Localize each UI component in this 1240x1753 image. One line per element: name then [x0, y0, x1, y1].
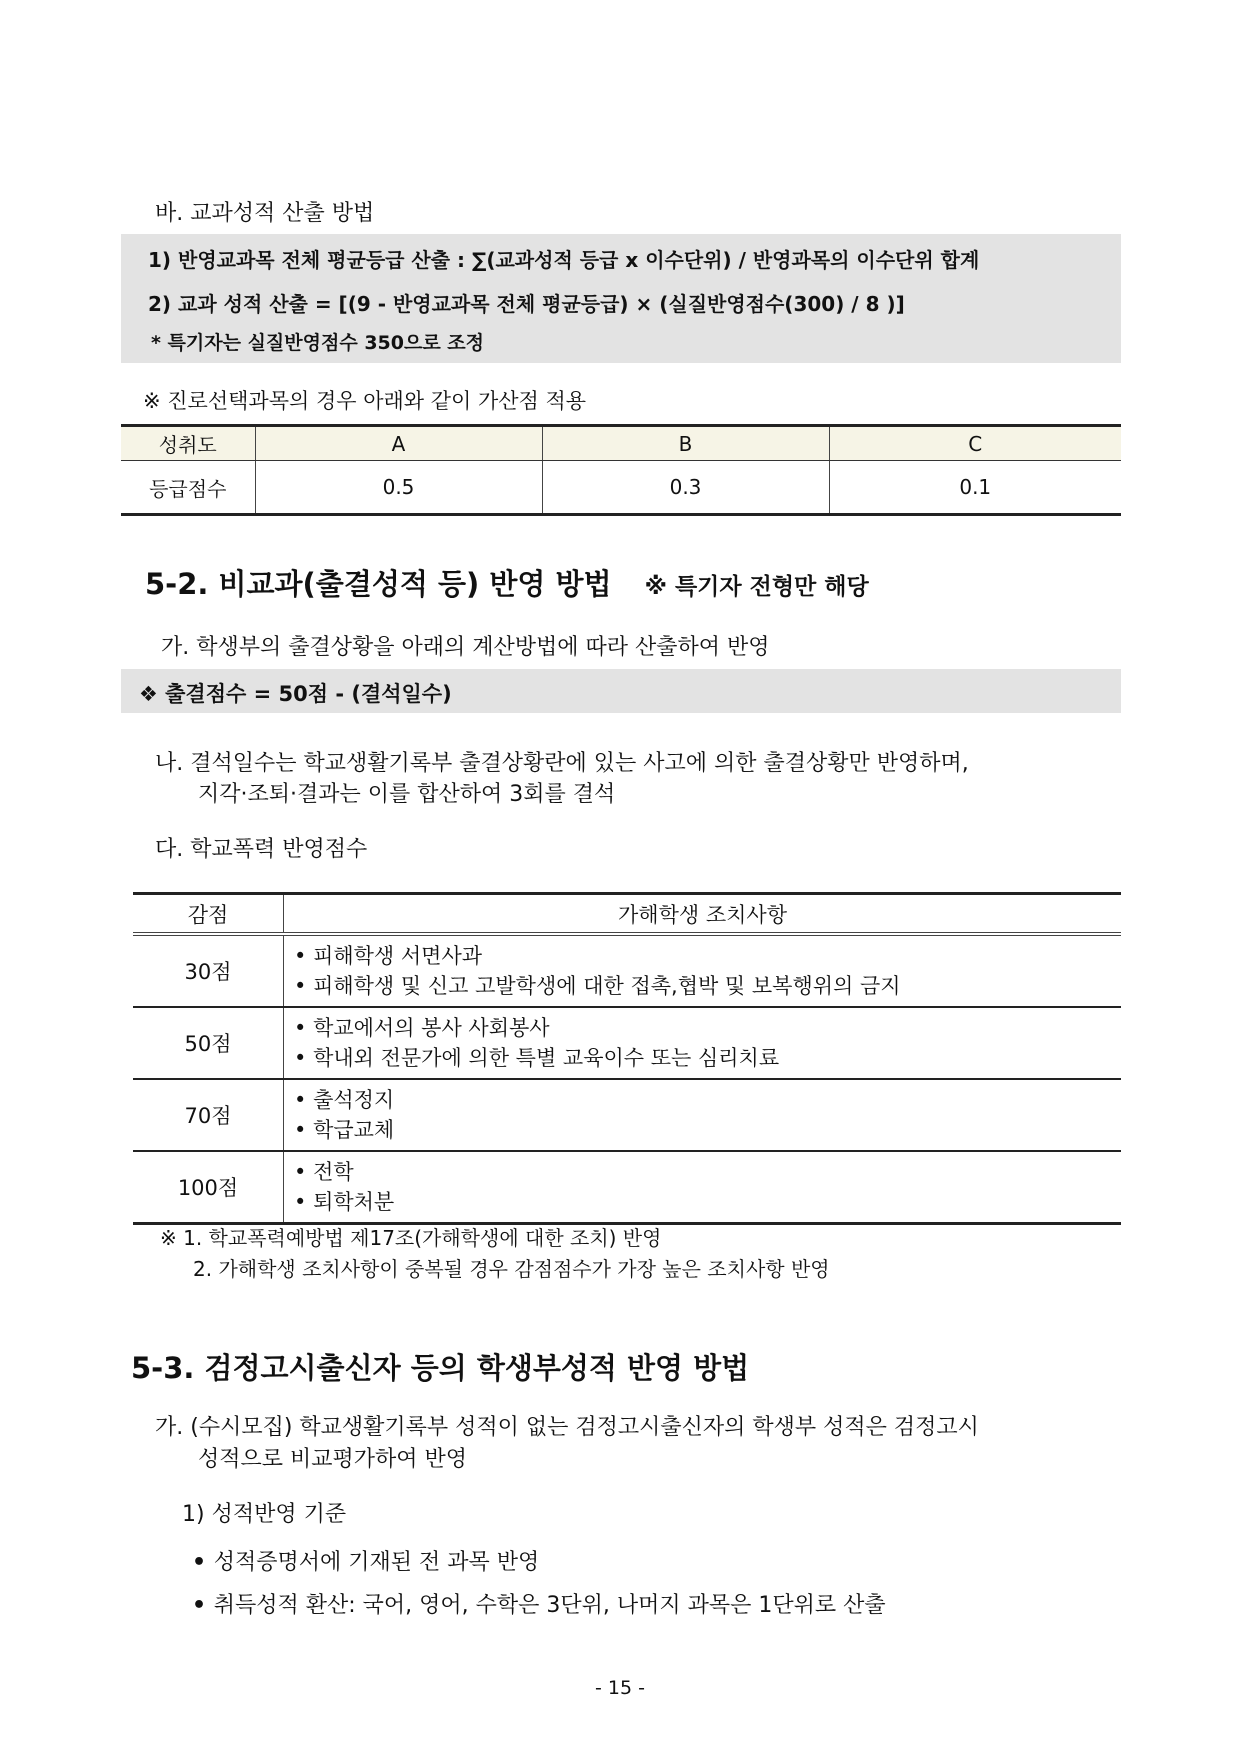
paragraph-53-ga-line2: 성적으로 비교평가하여 반영 [198, 1447, 468, 1472]
formula-subject-score: 2) 교과 성적 산출 = [(9 - 반영교과목 전체 평균등급) × (실질반영점수(300) / 8 )] [148, 292, 905, 316]
table-row [133, 1151, 1121, 1224]
list-item: • 피해학생 및 신고 고발학생에 대한 접촉,협박 및 보복행위의 금지 [294, 971, 1111, 1001]
achievement-bonus-table [121, 424, 1121, 516]
table-header-row [121, 426, 1121, 461]
attendance-formula-box [121, 669, 1121, 713]
list-item: • 취득성적 환산: 국어, 영어, 수학은 3단위, 나머지 과목은 1단위로 산출 [192, 1588, 886, 1619]
list-item: • 성적증명서에 기재된 전 과목 반영 [192, 1545, 539, 1576]
table-header-cell: C [829, 426, 1121, 461]
bonus-note: ※ 진로선택과목의 경우 아래와 같이 가산점 적용 [143, 389, 587, 413]
section-title-5-3: 5-3. 검정고시출신자 등의 학생부성적 반영 방법 [131, 1351, 750, 1385]
section-heading-ba: 바. 교과성적 산출 방법 [155, 201, 375, 226]
subheading-criteria: 1) 성적반영 기준 [182, 1502, 347, 1527]
table-cell: 등급점수 [121, 461, 255, 515]
table-header-cell: B [542, 426, 829, 461]
section-title-text: 5-2. 비교과(출결성적 등) 반영 방법 [145, 567, 612, 601]
table-header-cell: 성취도 [121, 426, 255, 461]
list-item: • 학급교체 [294, 1115, 1111, 1145]
footnote-2: 2. 가해학생 조치사항이 중복될 경우 감점점수가 가장 높은 조치사항 반영 [193, 1257, 830, 1281]
list-item: • 출석정지 [294, 1085, 1111, 1115]
special-note: * 특기자는 실질반영점수 350으로 조정 [151, 332, 485, 354]
table-row [133, 1079, 1121, 1151]
table-header-cell: 가해학생 조치사항 [284, 894, 1122, 935]
footnote-1: ※ 1. 학교폭력예방법 제17조(가해학생에 대한 조치) 반영 [160, 1226, 662, 1250]
paragraph-da: 다. 학교폭력 반영점수 [155, 837, 368, 862]
actions-cell [284, 1079, 1122, 1151]
table-cell: 0.5 [255, 461, 542, 515]
table-header-cell: A [255, 426, 542, 461]
school-violence-table [133, 892, 1121, 1225]
actions-cell [284, 1007, 1122, 1079]
table-row [133, 1007, 1121, 1079]
penalty-cell: 100점 [133, 1151, 284, 1224]
penalty-cell: 50점 [133, 1007, 284, 1079]
list-item: • 학내외 전문가에 의한 특별 교육이수 또는 심리치료 [294, 1043, 1111, 1073]
actions-cell [284, 1151, 1122, 1224]
actions-cell [284, 934, 1122, 1007]
page-number: - 15 - [595, 1677, 645, 1699]
section-title-5-2 [145, 562, 869, 603]
paragraph-ga: 가. 학생부의 출결상황을 아래의 계산방법에 따라 산출하여 반영 [161, 635, 770, 660]
list-item: • 전학 [294, 1157, 1111, 1187]
list-item: • 퇴학처분 [294, 1187, 1111, 1217]
table-cell: 0.1 [829, 461, 1121, 515]
attendance-formula: ❖ 출결점수 = 50점 - (결석일수) [139, 682, 452, 706]
section-title-note: ※ 특기자 전형만 해당 [644, 574, 869, 600]
penalty-cell: 30점 [133, 934, 284, 1007]
formula-box [121, 234, 1121, 363]
list-item: • 학교에서의 봉사 사회봉사 [294, 1013, 1111, 1043]
paragraph-na-line1: 나. 결석일수는 학교생활기록부 출결상황란에 있는 사고에 의한 출결상황만 반영하며, [155, 751, 969, 776]
table-header-cell: 감점 [133, 894, 284, 935]
table-cell: 0.3 [542, 461, 829, 515]
formula-average-grade: 1) 반영교과목 전체 평균등급 산출 : ∑(교과성적 등급 x 이수단위) / 반영과목의 이수단위 합계 [148, 248, 980, 272]
paragraph-53-ga-line1: 가. (수시모집) 학교생활기록부 성적이 없는 검정고시출신자의 학생부 성적은 검정고시 [155, 1415, 979, 1440]
table-row [121, 461, 1121, 515]
table-header-row [133, 894, 1121, 935]
paragraph-na-line2: 지각·조퇴·결과는 이를 합산하여 3회를 결석 [198, 782, 616, 807]
table-row [133, 934, 1121, 1007]
list-item: • 피해학생 서면사과 [294, 941, 1111, 971]
penalty-cell: 70점 [133, 1079, 284, 1151]
